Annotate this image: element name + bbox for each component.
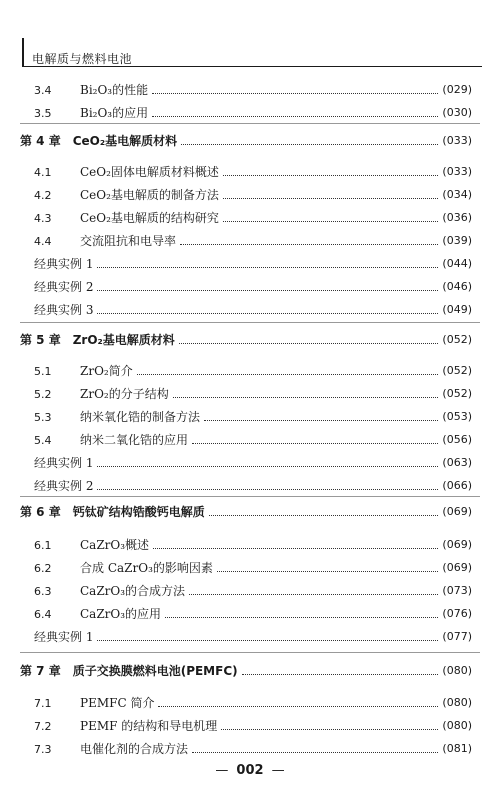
section-number: 5.2 [34,387,52,401]
toc-section-row [34,604,476,624]
entry-text: 纳米二氧化锆的应用 [80,432,189,447]
page-ref: (081) [442,742,472,755]
toc-example-row [34,254,476,274]
dot-leader [192,751,438,753]
entry-text: ZrO₂简介 [80,363,133,378]
page-ref: (073) [442,584,472,597]
page-ref: (063) [442,456,472,469]
dot-leader [223,197,438,199]
page-ref: (076) [442,607,472,620]
page-ref: (029) [442,83,472,96]
page-ref: (080) [442,696,472,709]
toc-entry-title [34,581,185,602]
entry-text: PEMFC 简介 [80,695,155,710]
entry-text: CaZrO₃的应用 [80,606,162,621]
entry-text: CaZrO₃概述 [80,537,150,552]
entry-text: Bi₂O₃的性能 [80,82,149,97]
dot-leader [223,220,438,222]
header-title: 电解质与燃料电池 [32,52,133,66]
page-number: 002 [236,763,264,778]
toc-entry-title [34,693,154,714]
toc-section-row [34,185,476,205]
dot-leader [137,373,439,375]
page-ref: (066) [442,479,472,492]
entry-text: 经典实例 1 [34,456,94,470]
toc-entry-title [34,558,213,579]
entry-text: ZrO₂的分子结构 [80,386,169,401]
section-number: 6.4 [34,607,52,621]
toc-section-row [34,558,476,578]
toc-section-row [34,535,476,555]
entry-text: 交流阻抗和电导率 [80,233,177,248]
section-number: 3.5 [34,106,52,120]
toc-entry-title [20,131,177,151]
entry-text: 电催化剂的合成方法 [80,741,189,756]
toc-chapter-row [20,330,476,350]
dot-leader [242,673,439,675]
entry-text: 第 6 章 钙钛矿结构锆酸钙电解质 [20,505,205,519]
chapter-separator [20,652,480,653]
toc-section-row [34,80,476,100]
section-number: 7.2 [34,719,52,733]
page-footer [0,763,500,778]
dot-leader [97,312,438,314]
toc-entry-title [34,185,219,206]
toc-section-row [34,716,476,736]
section-number: 5.1 [34,364,52,378]
page-ref: (049) [442,303,472,316]
page-ref: (069) [442,505,472,518]
chapter-separator [20,123,480,124]
entry-text: 经典实例 1 [34,630,94,644]
entry-text: 经典实例 2 [34,280,94,294]
page-ref: (036) [442,211,472,224]
toc-entry-title [34,300,93,320]
page-ref: (046) [442,280,472,293]
toc-example-row [34,627,476,647]
entry-text: 第 7 章 质子交换膜燃料电池(PEMFC) [20,664,238,678]
toc-entry-title [20,502,205,522]
toc-entry-title [34,208,219,229]
toc-chapter-row [20,661,476,681]
dot-leader [180,243,438,245]
dot-leader [158,705,438,707]
toc-entry-title [34,103,148,124]
entry-text: 合成 CaZrO₃的影响因素 [80,560,213,575]
entry-text: Bi₂O₃的应用 [80,105,149,120]
dot-leader [179,342,439,344]
page-ref: (044) [442,257,472,270]
chapter-separator [20,322,480,323]
dot-leader [97,465,438,467]
page-ref: (080) [442,664,472,677]
toc-section-row [34,581,476,601]
dot-leader [181,143,438,145]
toc-section-row [34,103,476,123]
toc-entry-title [34,231,176,252]
entry-text: 经典实例 1 [34,257,94,271]
toc-section-row [34,739,476,759]
section-number: 6.1 [34,538,52,552]
section-number: 6.3 [34,584,52,598]
page-ref: (069) [442,538,472,551]
section-number: 4.1 [34,165,52,179]
page-ref: (052) [442,364,472,377]
toc-section-row [34,361,476,381]
toc-entry-title [34,384,169,405]
dot-leader [204,419,438,421]
toc-entry-title [34,277,93,297]
toc-entry-title [34,361,133,382]
toc-example-row [34,476,476,496]
toc-entry-title [34,476,93,496]
page-ref: (080) [442,719,472,732]
section-number: 4.4 [34,234,52,248]
entry-text: 经典实例 2 [34,479,94,493]
toc-entry-title [34,453,93,473]
section-number: 4.2 [34,188,52,202]
dot-leader [152,92,438,94]
dot-leader [165,616,438,618]
page-ref: (030) [442,106,472,119]
dot-leader [192,442,438,444]
dot-leader [152,115,438,117]
page-ref: (077) [442,630,472,643]
toc-entry-title [34,535,149,556]
toc-section-row [34,407,476,427]
entry-text: 第 4 章 CeO₂基电解质材料 [20,134,178,148]
dot-leader [97,488,438,490]
toc-entry-title [34,162,219,183]
entry-text: 纳米氧化锆的制备方法 [80,409,201,424]
toc-example-row [34,277,476,297]
page-ref: (069) [442,561,472,574]
toc-entry-title [34,604,161,625]
entry-text: 经典实例 3 [34,303,94,317]
dot-leader [97,639,438,641]
dot-leader [221,728,438,730]
entry-text: PEMF 的结构和导电机理 [80,718,218,733]
entry-text: CaZrO₃的合成方法 [80,583,186,598]
page-ref: (034) [442,188,472,201]
page-ref: (052) [442,333,472,346]
dot-leader [217,570,439,572]
toc-chapter-row [20,131,476,151]
dot-leader [97,266,438,268]
section-number: 4.3 [34,211,52,225]
dot-leader [97,289,438,291]
page-ref: (033) [442,165,472,178]
section-number: 5.4 [34,433,52,447]
toc-section-row [34,231,476,251]
chapter-separator [20,496,480,497]
page-ref: (033) [442,134,472,147]
section-number: 5.3 [34,410,52,424]
toc-entry-title [20,330,175,350]
toc-entry-title [34,80,148,101]
toc-entry-title [34,407,200,428]
toc-section-row [34,384,476,404]
toc-entry-title [34,430,188,451]
toc-entry-title [34,739,188,760]
toc-entry-title [34,627,93,647]
footer-dash-right: — [271,763,285,778]
page-ref: (056) [442,433,472,446]
section-number: 3.4 [34,83,52,97]
toc-section-row [34,208,476,228]
page-ref: (039) [442,234,472,247]
dot-leader [209,514,439,516]
toc-example-row [34,453,476,473]
page-ref: (052) [442,387,472,400]
entry-text: 第 5 章 ZrO₂基电解质材料 [20,333,175,347]
entry-text: CeO₂固体电解质材料概述 [80,164,219,179]
toc-chapter-row [20,502,476,522]
entry-text: CeO₂基电解质的结构研究 [80,210,219,225]
toc-section-row [34,162,476,182]
toc-example-row [34,300,476,320]
page-ref: (053) [442,410,472,423]
toc-section-row [34,693,476,713]
section-number: 7.1 [34,696,52,710]
section-number: 6.2 [34,561,52,575]
section-number: 7.3 [34,742,52,756]
toc-entry-title [20,661,238,681]
entry-text: CeO₂基电解质的制备方法 [80,187,219,202]
dot-leader [153,547,438,549]
dot-leader [223,174,438,176]
toc-section-row [34,430,476,450]
dot-leader [173,396,439,398]
footer-dash-left: — [215,763,229,778]
toc-entry-title [34,254,93,274]
toc-entry-title [34,716,217,737]
dot-leader [189,593,438,595]
